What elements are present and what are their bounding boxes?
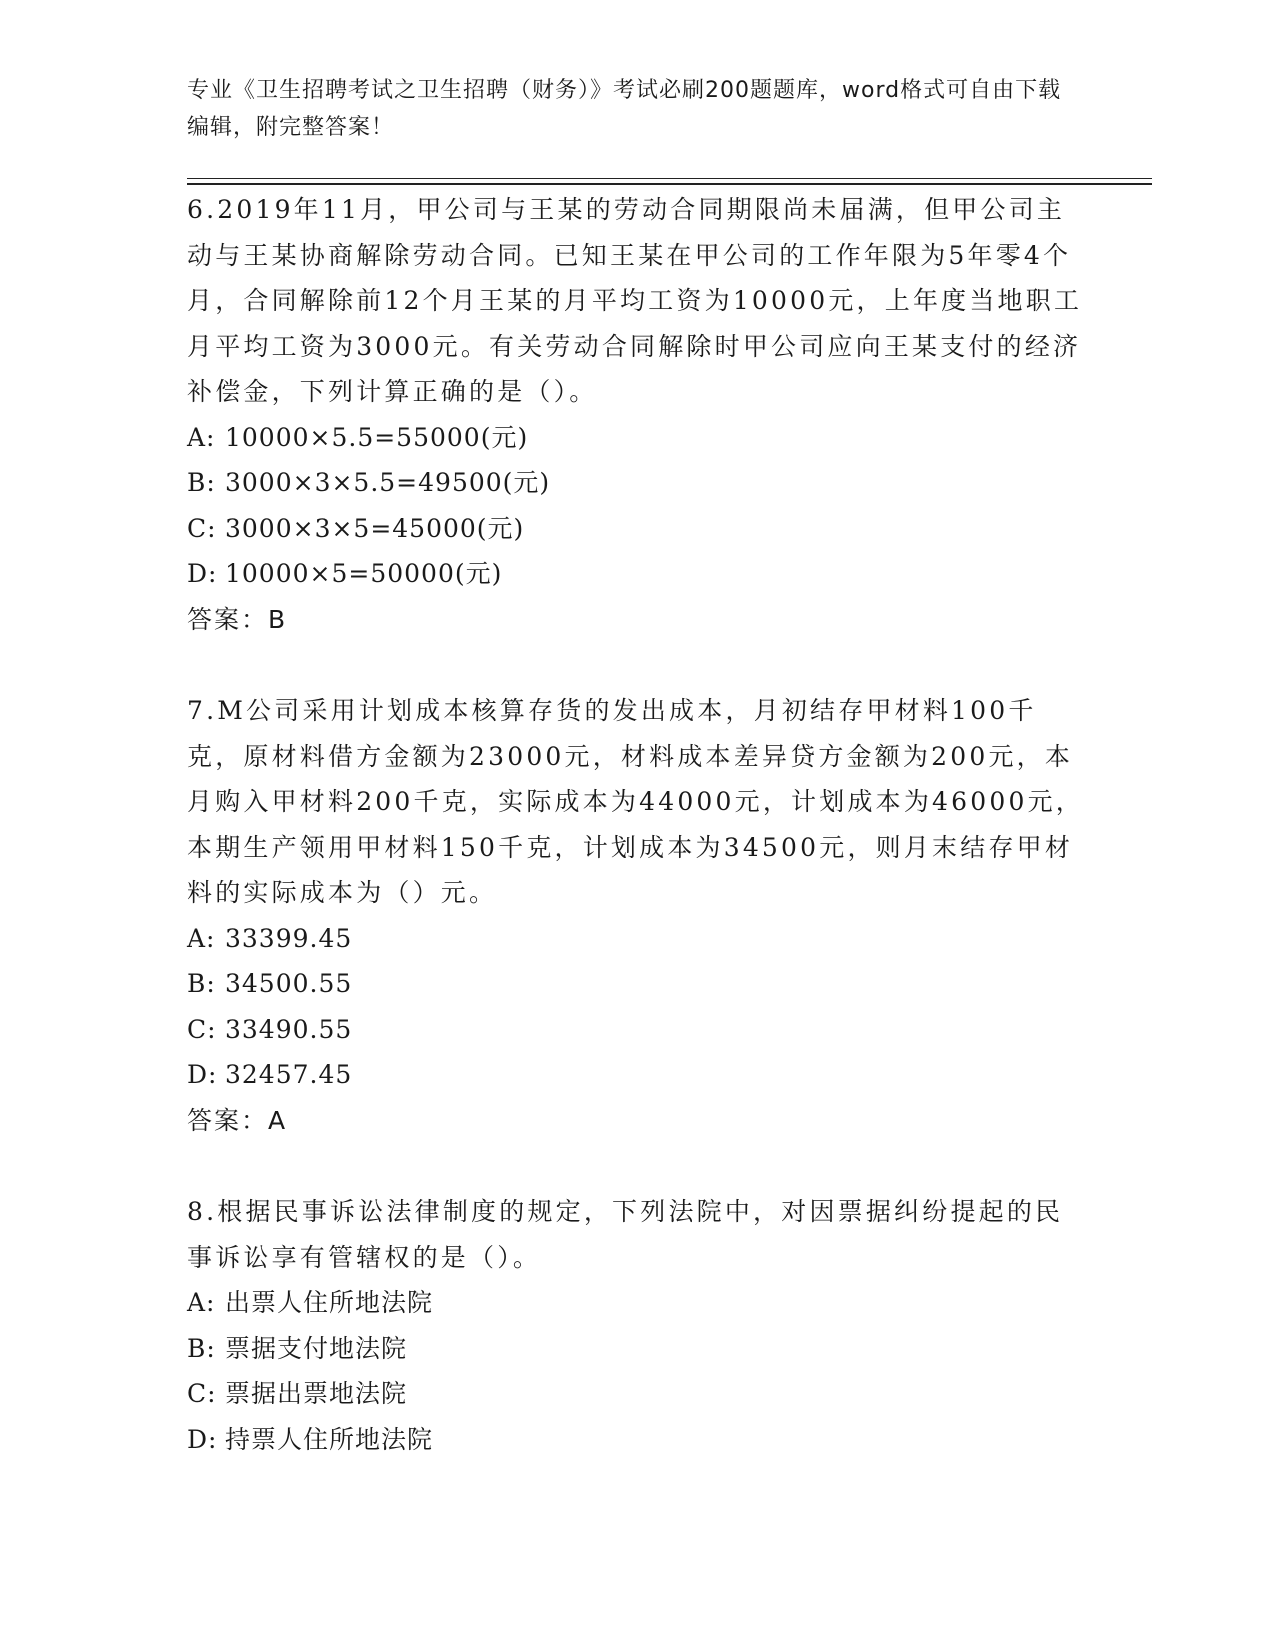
option-a [187,1280,1087,1326]
option-text: 票据支付地法院 [225,1333,408,1363]
header-divider-thin [187,178,1152,179]
option-key: D: [187,559,218,588]
option-key: B: [187,468,216,497]
option-c [187,1371,1087,1417]
question-stem: 6.2019年11月，甲公司与王某的劳动合同期限尚未届满，但甲公司主动与王某协商解除劳动合同。已知王某在甲公司的工作年限为5年零4个月，合同解除前12个月王某的月平均工资为10000元，上年度当地职工月平均工资为3000元。有关劳动合同解除时甲公司应向王某支付的经济补偿金，下列计算正确的是（）。 [187,195,1083,406]
question-list [187,187,1087,1508]
option-text: 出票人住所地法院 [225,1288,434,1317]
answer: 答案：B [187,604,288,634]
option-a [187,415,1087,461]
option-b [187,460,1087,506]
option-key: D: [187,1060,218,1089]
header-divider-thick [187,183,1152,185]
option-key: C: [187,513,217,543]
option-key: A: [187,422,216,452]
option-text: 10000×5=50000(元) [225,559,503,588]
option-text: 33399.45 [225,923,353,953]
option-a [187,916,1087,962]
option-c [187,506,1087,552]
option-key: A: [187,923,216,953]
question-8 [187,1189,1087,1462]
option-text: 3000×3×5.5=49500(元) [225,468,551,497]
option-key: B: [187,969,216,998]
option-b [187,1326,1087,1372]
option-text: 3000×3×5=45000(元) [225,513,525,543]
question-stem: 8.根据民事诉讼法律制度的规定，下列法院中，对因票据纠纷提起的民事诉讼享有管辖权的是（）。 [187,1197,1064,1272]
option-d [187,1052,1087,1098]
option-c [187,1007,1087,1053]
option-b [187,961,1087,1007]
document-header: 专业《卫生招聘考试之卫生招聘（财务）》考试必刷200题题库，word格式可自由下载编辑，附完整答案！ [187,78,1062,140]
question-7 [187,688,1087,1143]
answer: 答案：A [187,1105,288,1135]
option-key: D: [187,1424,218,1454]
option-key: B: [187,1333,216,1363]
question-stem: 7.M公司采用计划成本核算存货的发出成本，月初结存甲材料100千克，原材料借方金额为23000元，材料成本差异贷方金额为200元，本月购入甲材料200千克，实际成本为44000元，计划成本为46000元，本期生产领用甲材料150千克，计划成本为34500元，则月末结存甲材料的实际成本为（）元。 [187,696,1084,907]
option-text: 票据出票地法院 [225,1379,408,1408]
option-key: A: [187,1288,216,1317]
option-text: 持票人住所地法院 [225,1424,434,1454]
option-text: 32457.45 [225,1060,353,1089]
option-d [187,1417,1087,1463]
question-6 [187,187,1087,642]
option-text: 33490.55 [225,1014,353,1044]
option-text: 10000×5.5=55000(元) [225,422,529,452]
option-d [187,551,1087,597]
option-key: C: [187,1379,217,1408]
option-key: C: [187,1014,217,1044]
option-text: 34500.55 [225,969,353,998]
